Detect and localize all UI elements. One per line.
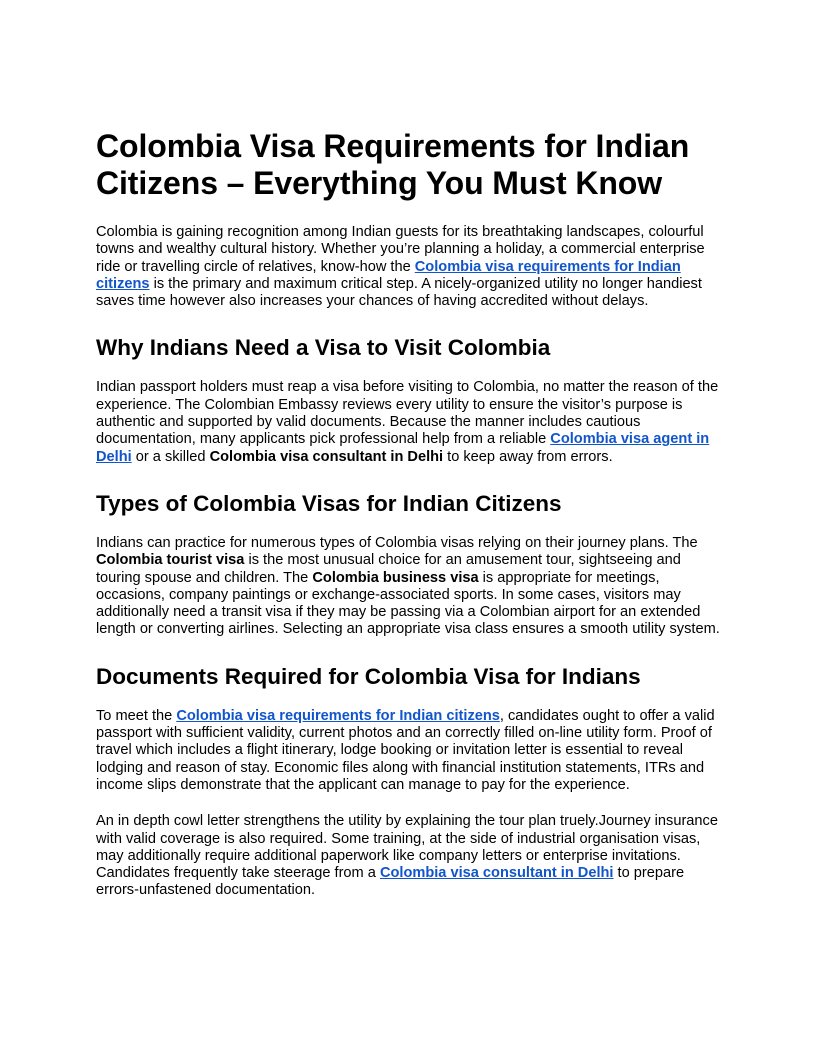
section-heading-documents: Documents Required for Colombia Visa for Indians xyxy=(96,663,641,689)
consultant-bold-text: Colombia visa consultant in Delhi xyxy=(209,448,444,465)
why-visa-text-1: Indian passport holders must reap a visa before visiting to Colombia, no matter the reason of the experience. The Colombian Embassy reviews every utility to ensure the visitor’s purpose is authentic and supported by valid documents. Because the manner includes cautious documentation, many applicants pick professional help from a reliable xyxy=(96,379,719,448)
why-visa-text-3: to keep away from errors. xyxy=(443,448,613,465)
tourist-visa-bold-text: Colombia tourist visa xyxy=(96,552,245,569)
documents-text-1: To meet the xyxy=(96,707,177,724)
documents-text-2: , candidates ought to offer a valid passport with sufficient validity, current photos and an correctly filled on-line utility form. Proof of travel which includes a flight itinerary, lodge booking or invitation letter is essential to reveal lodging and reason of stay. Economic files along with financial institution statements, ITRs and income slips demonstrate that the applicant can manage to pay for the experience. xyxy=(96,707,715,793)
colombia-visa-requirements-link[interactable]: Colombia visa requirements for Indian citizens xyxy=(96,258,681,292)
visa-types-text-1: Indians can practice for numerous types of Colombia visas relying on their journey plans. The xyxy=(96,534,698,551)
colombia-visa-agent-link[interactable]: Colombia visa agent in Delhi xyxy=(96,431,710,465)
why-visa-text-2: or a skilled xyxy=(131,448,210,465)
colombia-visa-consultant-link[interactable]: Colombia visa consultant in Delhi xyxy=(379,865,614,882)
visa-types-paragraph xyxy=(96,535,722,639)
cover-letter-text-1: An in depth cowl letter strengthens the utility by explaining the tour plan truely.Journey insurance with valid coverage is also required. Some training, at the side of industrial organisation visas, may additionally require additional paperwork like company letters or enterprise invitations. Candidates frequently take steerage from a xyxy=(96,813,718,882)
documents-paragraph-2 xyxy=(96,813,722,899)
page-title: Colombia Visa Requirements for Indian Citizens – Everything You Must Know xyxy=(96,128,690,201)
documents-paragraph-1 xyxy=(96,708,722,794)
visa-types-text-2: is the most unusual choice for an amusement tour, sightseeing and touring spouse and children. The xyxy=(96,552,681,586)
document-page xyxy=(96,128,722,924)
cover-letter-text-2: to prepare errors-unfastened documentation. xyxy=(96,865,685,899)
section-heading-visa-types: Types of Colombia Visas for Indian Citizens xyxy=(96,490,562,516)
business-visa-bold-text: Colombia business visa xyxy=(312,569,479,586)
section-heading-why-visa: Why Indians Need a Visa to Visit Colombia xyxy=(96,335,551,361)
why-visa-paragraph xyxy=(96,379,722,465)
intro-text-1: Colombia is gaining recognition among Indian guests for its breathtaking landscapes, colourful towns and wealthy cultural history. Whether you’re planning a holiday, a commercial enterprise ride or travelling circle of relatives, know-how the xyxy=(96,224,705,275)
intro-paragraph xyxy=(96,224,722,310)
intro-text-2: is the primary and maximum critical step. A nicely-organized utility no longer handiest saves time however also increases your chances of having accredited without delays. xyxy=(96,275,702,310)
visa-requirements-link-2[interactable]: Colombia visa requirements for Indian citizens xyxy=(176,707,500,724)
visa-types-text-3: is appropriate for meetings, occasions, company paintings or exchange-associated sports. In some cases, visitors may additionally need a transit visa if they may be passing via a Colombian airport for an extended length or converting airlines. Selecting an appropriate visa class ensures a smooth utility system. xyxy=(96,569,720,638)
